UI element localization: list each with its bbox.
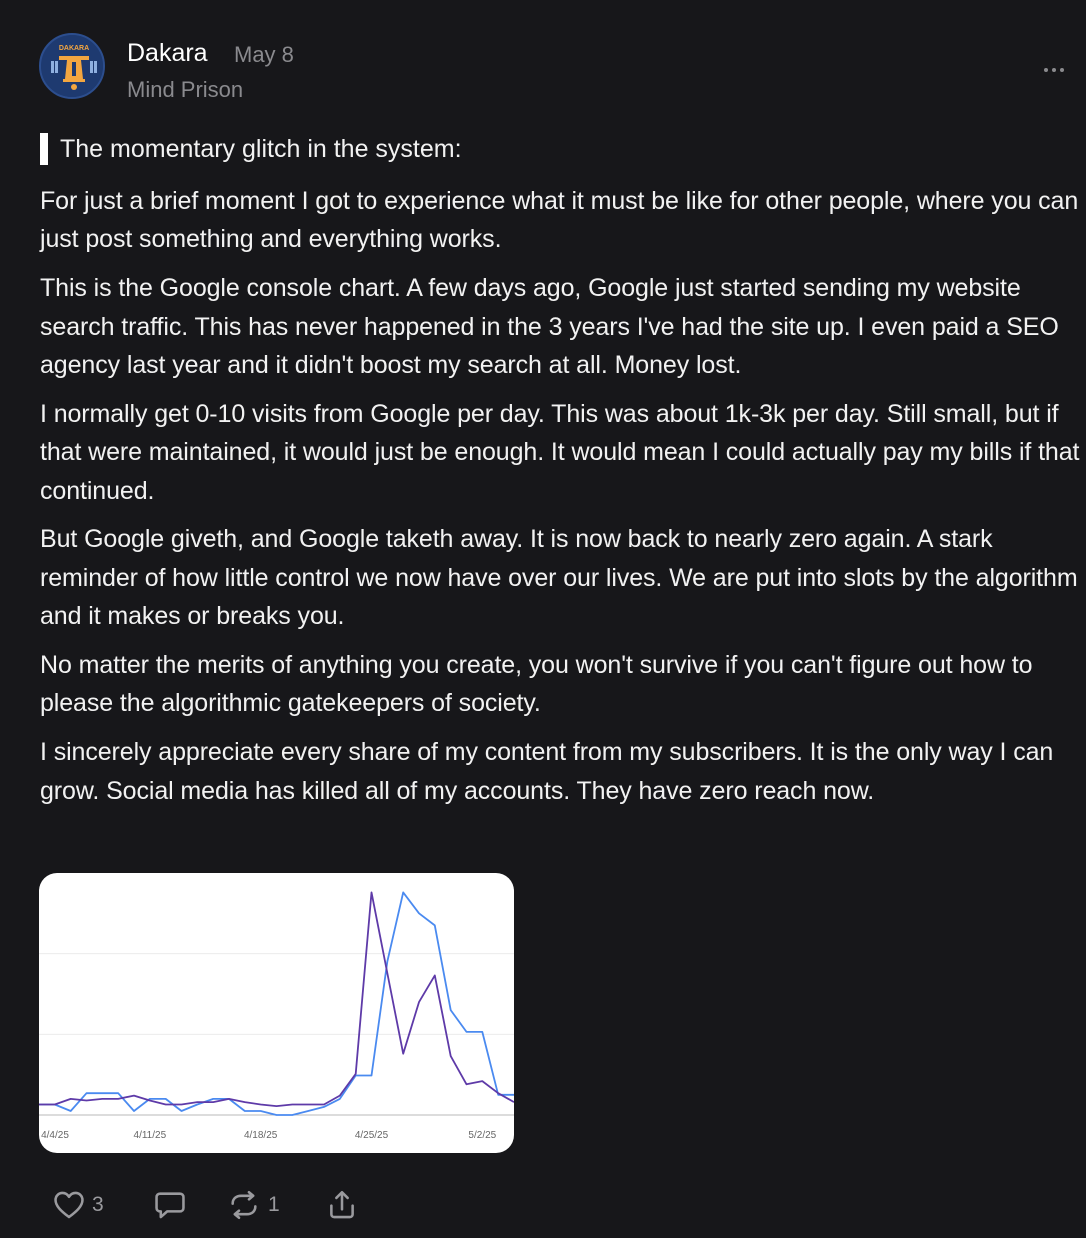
share-icon bbox=[324, 1188, 360, 1222]
post-paragraph: No matter the merits of anything you create, you won't survive if you can't figure out how to please the algorithmic gatekeepers of society. bbox=[40, 651, 1033, 718]
chart-x-tick-label: 4/25/25 bbox=[354, 1130, 389, 1141]
post-paragraph: I sincerely appreciate every share of my content from my subscribers. It is the only way I can grow. Social media has killed all of my accounts. They have zero reach now. bbox=[40, 738, 1054, 805]
post-heading bbox=[40, 130, 1080, 168]
chart-series-line-2 bbox=[39, 892, 514, 1106]
chart-x-tick-label: 5/2/25 bbox=[468, 1130, 497, 1141]
post-paragraph: For just a brief moment I got to experience what it must be like for other people, where you can just post something and everything works. bbox=[40, 187, 1079, 254]
chart-x-tick-label: 4/11/25 bbox=[133, 1130, 167, 1141]
post-paragraph: This is the Google console chart. A few days ago, Google just started sending my website search traffic. This has never happened in the 3 years I've had the site up. I even paid a SEO agency last year and it didn't boost my search at all. Money lost. bbox=[40, 274, 1059, 380]
chart-series-line-1 bbox=[39, 892, 514, 1115]
restack-icon bbox=[226, 1188, 262, 1222]
post-paragraph: I normally get 0-10 visits from Google per day. This was about 1k-3k per day. Still small, but if that were maintained, it would just be enough. It would mean I could actually pay my bills if that continued. bbox=[40, 399, 1080, 505]
liberty-bell-icon bbox=[41, 35, 105, 99]
chart-x-tick-label: 4/4/25 bbox=[41, 1130, 69, 1141]
comment-button[interactable] bbox=[152, 1183, 188, 1227]
action-bar bbox=[52, 1183, 382, 1227]
post-date[interactable]: May 8 bbox=[234, 42, 294, 67]
post-heading-text: The momentary glitch in the system: bbox=[60, 135, 462, 163]
share-button[interactable] bbox=[324, 1183, 360, 1227]
more-options-button[interactable] bbox=[1038, 60, 1070, 80]
chart-x-tick-label: 4/18/25 bbox=[243, 1130, 278, 1141]
post-body bbox=[40, 130, 1080, 820]
quote-bar bbox=[40, 133, 48, 165]
like-count: 3 bbox=[92, 1193, 104, 1216]
more-horizontal-icon bbox=[1038, 60, 1070, 80]
heart-icon bbox=[52, 1188, 86, 1222]
author-name[interactable]: Dakara bbox=[127, 39, 208, 67]
publication-name[interactable]: Mind Prison bbox=[127, 77, 244, 102]
author-avatar[interactable] bbox=[39, 33, 105, 99]
avatar-label: DAKARA bbox=[58, 45, 90, 52]
traffic-chart bbox=[39, 873, 514, 1153]
comment-icon bbox=[152, 1188, 188, 1222]
restack-count: 1 bbox=[268, 1193, 280, 1216]
chart-image[interactable] bbox=[39, 873, 514, 1153]
restack-button[interactable] bbox=[226, 1183, 280, 1227]
like-button[interactable] bbox=[52, 1183, 104, 1227]
post-paragraph: But Google giveth, and Google taketh away. It is now back to nearly zero again. A stark reminder of how little control we now have over our lives. We are put into slots by the algorithm and it makes or breaks you. bbox=[40, 525, 1078, 631]
